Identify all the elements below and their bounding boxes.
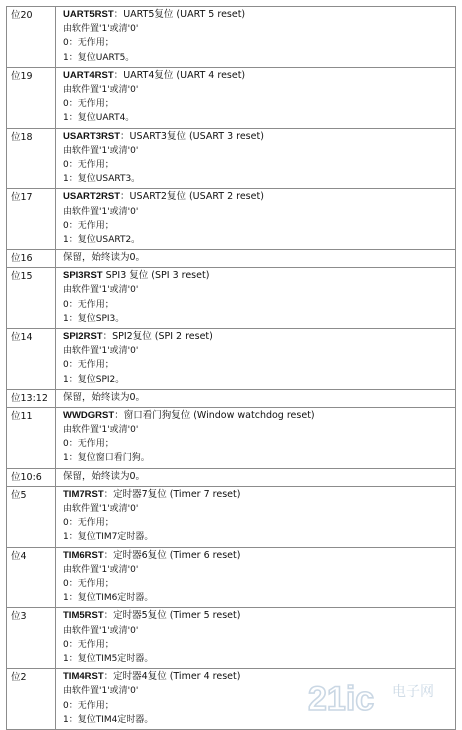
bit-description-cell [56, 7, 456, 68]
register-bit-row [7, 468, 456, 486]
bit-description-line: 由软件置'1'或清'0' [63, 24, 139, 35]
bit-field-title: USART2复位 (USART 2 reset) [129, 191, 264, 203]
register-bit-row [7, 407, 456, 468]
bit-description-cell [56, 407, 456, 468]
bit-description-line: 0：无作用； [63, 220, 114, 231]
bit-field-title: UART5复位 (UART 5 reset) [123, 9, 246, 20]
register-bit-row [7, 486, 456, 547]
bit-description-line: 0：无作用； [63, 518, 114, 529]
register-bit-row [7, 329, 456, 390]
bit-field-separator: ： [113, 69, 124, 81]
bit-field-title: 定时器4复位 (Timer 4 reset) [113, 671, 241, 683]
bit-position-cell: 位2 [7, 669, 56, 730]
bit-field-title: 定时器5复位 (Timer 5 reset) [113, 610, 241, 622]
bit-description-line: 0：无作用； [63, 160, 114, 171]
register-bit-row [7, 128, 456, 189]
bit-description-line: 0：无作用； [63, 299, 114, 310]
bit-description-line: 由软件置'1'或清'0' [63, 206, 139, 217]
register-bit-row [7, 268, 456, 329]
bit-description-heading [63, 251, 455, 265]
bit-description-line: 由软件置'1'或清'0' [63, 145, 139, 156]
bit-description-line: 1：复位TIM4定时器。 [63, 714, 154, 725]
bit-field-separator: ： [114, 409, 124, 421]
register-bit-row [7, 7, 456, 68]
bit-field-separator: ： [120, 191, 130, 203]
bit-description-heading [63, 190, 455, 204]
bit-field-name: WWDGRST [63, 409, 115, 421]
bit-description-cell [56, 608, 456, 669]
register-bit-row [7, 250, 456, 268]
bit-field-name: SPI3RST [63, 270, 103, 282]
bit-field-separator: ： [120, 130, 130, 142]
bit-field-title: SPI3 复位 (SPI 3 reset) [105, 270, 210, 282]
bit-description-line: 0：无作用； [63, 99, 114, 110]
bit-field-name: TIM4RST [63, 671, 104, 683]
bit-description-line: 由软件置'1'或清'0' [63, 425, 139, 436]
bit-field-separator: ： [103, 488, 114, 500]
watermark-logo [306, 676, 456, 716]
bit-field-title: SPI2复位 (SPI 2 reset) [112, 331, 213, 343]
bit-description-heading [63, 549, 455, 563]
bit-description-line: 0：无作用； [63, 578, 114, 589]
bit-description-heading [63, 130, 455, 144]
bit-field-title: 定时器6复位 (Timer 6 reset) [113, 549, 241, 561]
bit-position-cell: 位16 [7, 250, 56, 268]
bit-description-heading [63, 269, 455, 283]
bit-description-line: 1：复位SPI2。 [63, 374, 125, 385]
watermark-subtext: 电子网 [392, 684, 434, 700]
bit-description-cell [56, 329, 456, 390]
bit-description-line: 1：复位SPI3。 [63, 313, 125, 324]
bit-position-cell: 位14 [7, 329, 56, 390]
bit-field-name: USART2RST [63, 191, 121, 203]
bit-position-cell: 位13:12 [7, 389, 56, 407]
bit-description-line: 1：复位TIM5定时器。 [63, 653, 154, 664]
bit-description-heading [63, 609, 455, 623]
bit-field-separator: ： [103, 549, 114, 561]
bit-description-line: 0：无作用； [63, 439, 114, 450]
bit-field-name: TIM7RST [63, 488, 104, 500]
bit-field-title: 保留，始终读为0。 [63, 391, 146, 403]
register-bit-row [7, 389, 456, 407]
bit-description-heading [63, 69, 455, 83]
bit-description-line: 由软件置'1'或清'0' [63, 85, 139, 96]
bit-description-heading [63, 488, 455, 502]
bit-position-cell: 位15 [7, 268, 56, 329]
bit-position-cell: 位17 [7, 189, 56, 250]
bit-field-separator: ： [102, 331, 113, 343]
bit-description-line: 由软件置'1'或清'0' [63, 285, 139, 296]
bit-description-heading [63, 470, 455, 484]
bit-description-cell [56, 128, 456, 189]
bit-field-name: TIM5RST [63, 610, 104, 622]
bit-description-cell [56, 189, 456, 250]
bit-position-cell: 位4 [7, 547, 56, 608]
bit-field-name: TIM6RST [63, 549, 104, 561]
bit-description-line: 1：复位UART4。 [63, 113, 135, 124]
bit-description-cell [56, 268, 456, 329]
bit-field-name: UART5RST [63, 9, 114, 20]
register-bit-row [7, 67, 456, 128]
register-bit-row [7, 547, 456, 608]
bit-description-line: 0：无作用； [63, 700, 114, 711]
bit-position-cell: 位3 [7, 608, 56, 669]
bit-description-cell [56, 250, 456, 268]
bit-description-heading [63, 8, 455, 22]
bit-description-line: 由软件置'1'或清'0' [63, 564, 139, 575]
bit-description-cell [56, 389, 456, 407]
bit-field-separator: ： [103, 671, 114, 683]
bit-description-cell [56, 67, 456, 128]
register-bit-row [7, 608, 456, 669]
bit-description-line: 由软件置'1'或清'0' [63, 686, 139, 697]
bit-description-line: 0：无作用； [63, 360, 114, 371]
bit-description-line: 1：复位USART2。 [63, 235, 141, 246]
bit-position-cell: 位20 [7, 7, 56, 68]
bit-position-cell: 位5 [7, 486, 56, 547]
register-bit-rows [7, 7, 456, 730]
bit-description-heading [63, 391, 455, 405]
bit-description-line: 由软件置'1'或清'0' [63, 346, 139, 357]
register-description-document [6, 6, 456, 730]
bit-description-line: 由软件置'1'或清'0' [63, 503, 139, 514]
bit-field-title: 定时器7复位 (Timer 7 reset) [113, 488, 241, 500]
bit-field-title: 保留，始终读为0。 [63, 252, 146, 264]
bit-description-line: 1：复位UART5。 [63, 52, 135, 63]
bit-description-cell [56, 486, 456, 547]
bit-field-name: UART4RST [63, 69, 114, 81]
bit-field-title: USART3复位 (USART 3 reset) [129, 130, 264, 142]
bit-description-cell [56, 547, 456, 608]
bit-description-line: 0：无作用； [63, 639, 114, 650]
bit-field-title: 保留，始终读为0。 [63, 470, 146, 482]
bit-position-cell: 位11 [7, 407, 56, 468]
bit-position-cell: 位19 [7, 67, 56, 128]
bit-description-line: 1：复位USART3。 [63, 174, 141, 185]
bit-description-heading [63, 409, 455, 423]
bit-field-name: USART3RST [63, 130, 121, 142]
register-bit-table [6, 6, 456, 730]
bit-description-cell [56, 468, 456, 486]
bit-description-line: 1：复位TIM7定时器。 [63, 532, 154, 543]
bit-description-line: 0：无作用； [63, 38, 114, 49]
bit-description-line: 1：复位窗口看门狗。 [63, 453, 150, 464]
register-bit-row [7, 189, 456, 250]
watermark-text: 21ic [308, 680, 375, 716]
bit-description-line: 1：复位TIM6定时器。 [63, 593, 154, 604]
bit-description-line: 由软件置'1'或清'0' [63, 625, 139, 636]
bit-field-name: SPI2RST [63, 331, 103, 343]
bit-description-heading [63, 330, 455, 344]
bit-field-separator: ： [103, 610, 114, 622]
bit-position-cell: 位18 [7, 128, 56, 189]
bit-field-title: 窗口看门狗复位 (Window watchdog reset) [123, 409, 315, 421]
bit-position-cell: 位10:6 [7, 468, 56, 486]
bit-field-separator: ： [113, 9, 124, 20]
bit-field-title: UART4复位 (UART 4 reset) [123, 69, 246, 81]
